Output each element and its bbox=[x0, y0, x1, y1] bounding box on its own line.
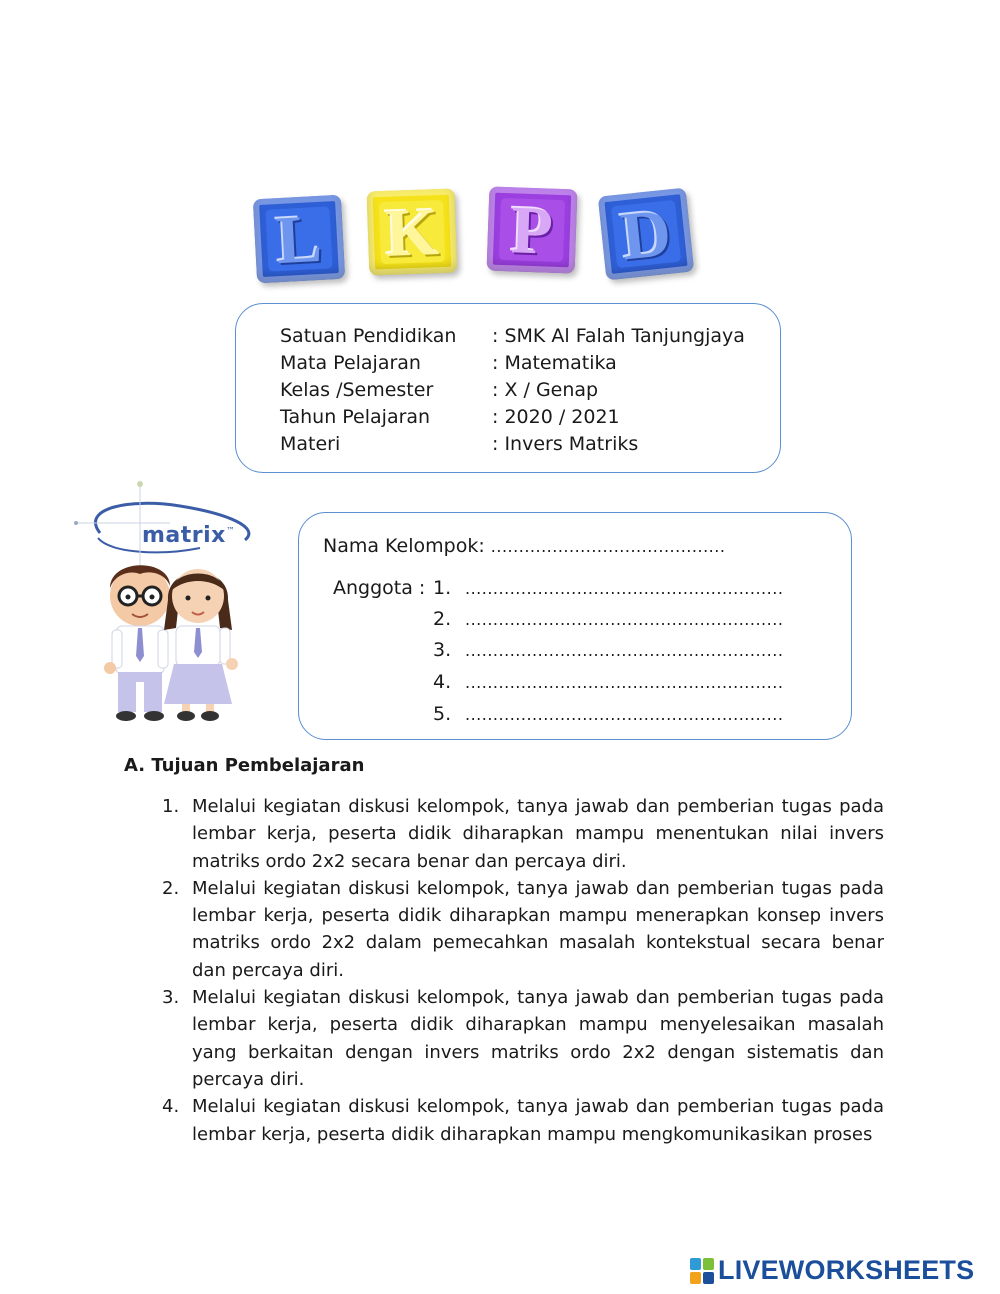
group-name-field[interactable]: Nama Kelompok: .......................................... bbox=[323, 535, 726, 557]
group-info-box bbox=[298, 512, 852, 740]
list-item: 4. Melalui kegiatan diskusi kelompok, tanya jawab dan pemberian tugas pada lembar kerja, peserta didik diharapkan mampu mengkomunikasikan proses bbox=[162, 1096, 884, 1145]
letter-block-d: D bbox=[598, 188, 694, 281]
liveworksheets-brand bbox=[690, 1255, 974, 1286]
students-illustration bbox=[70, 478, 270, 728]
info-row-class: Kelas /Semester : X / Genap bbox=[280, 379, 599, 401]
member-field-4[interactable]: 4. ......................................................... bbox=[433, 671, 784, 693]
letter-block-k: K bbox=[367, 188, 458, 275]
school-info-box bbox=[235, 303, 781, 473]
member-field-2[interactable]: 2. ......................................................... bbox=[433, 608, 784, 630]
members-label: Anggota : bbox=[333, 577, 426, 599]
info-row-subject: Mata Pelajaran : Matematika bbox=[280, 352, 617, 374]
section-a-title: A. Tujuan Pembelajaran bbox=[124, 755, 365, 776]
info-row-year: Tahun Pelajaran : 2020 / 2021 bbox=[280, 406, 620, 428]
list-item: 3. Melalui kegiatan diskusi kelompok, tanya jawab dan pemberian tugas pada lembar kerja, peserta didik diharapkan mampu menyelesaikan masalah yang berkaitan dengan invers matriks ordo 2x2 dengan sistematis dan percaya diri. bbox=[162, 987, 884, 1090]
list-item: 1. Melalui kegiatan diskusi kelompok, tanya jawab dan pemberian tugas pada lembar kerja, peserta didik diharapkan mampu menentukan nilai invers matriks ordo 2x2 secara benar dan percaya diri. bbox=[162, 796, 884, 872]
member-field-3[interactable]: 3. ......................................................... bbox=[433, 639, 784, 661]
liveworksheets-logo-icon bbox=[690, 1258, 714, 1284]
objectives-list bbox=[158, 793, 884, 1148]
member-field-5[interactable]: 5. ......................................................... bbox=[433, 703, 784, 725]
info-row-topic: Materi : Invers Matriks bbox=[280, 433, 639, 455]
letter-block-p: P bbox=[487, 186, 578, 273]
member-field-1[interactable]: 1. ......................................................... bbox=[433, 577, 784, 599]
matrix-logo-text: matrix™ bbox=[142, 523, 236, 548]
letter-block-l: L bbox=[253, 195, 345, 283]
brand-text: LIVEWORKSHEETS bbox=[718, 1255, 975, 1285]
info-row-school: Satuan Pendidikan : SMK Al Falah Tanjungjaya bbox=[280, 325, 745, 347]
list-item: 2. Melalui kegiatan diskusi kelompok, tanya jawab dan pemberian tugas pada lembar kerja, peserta didik diharapkan mampu menerapkan konsep invers matriks ordo 2x2 dalam pemecahkan masalah kontekstual secara benar dan percaya diri. bbox=[162, 877, 884, 981]
